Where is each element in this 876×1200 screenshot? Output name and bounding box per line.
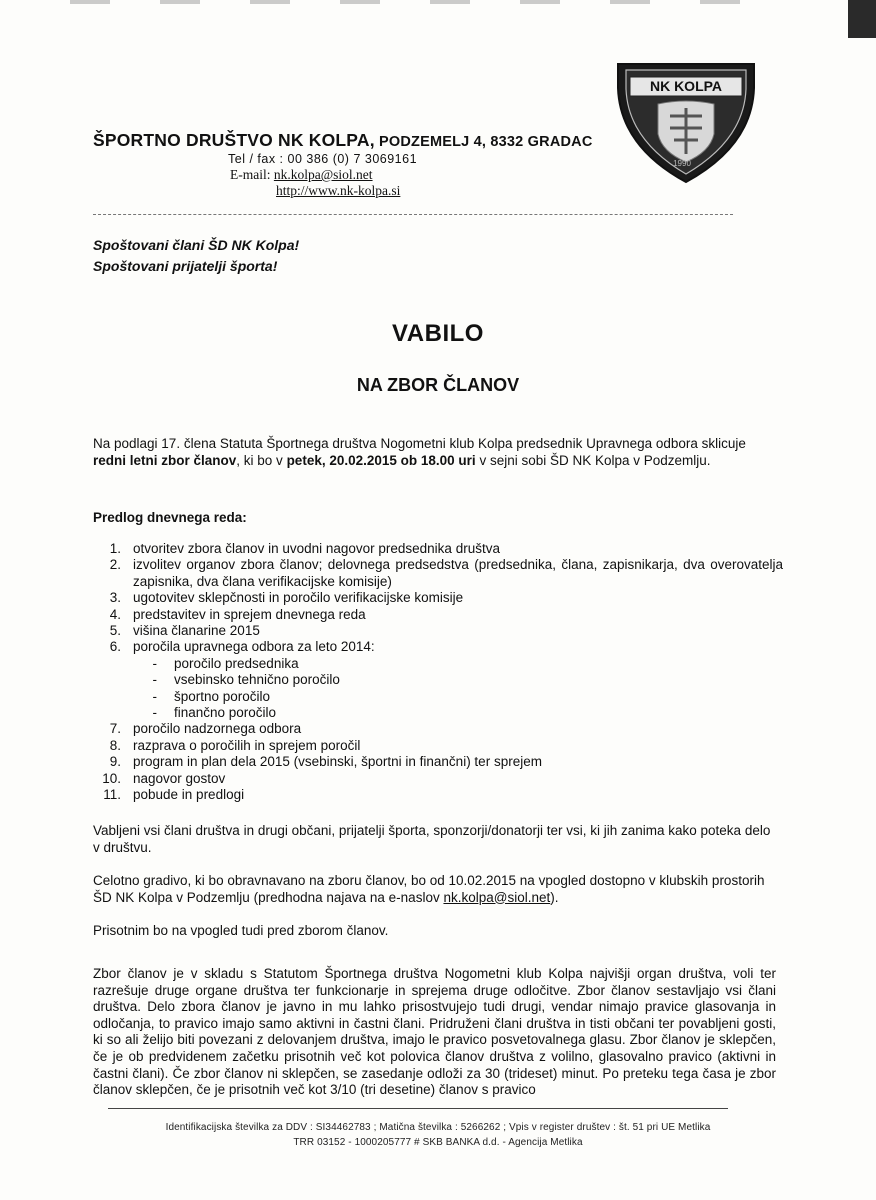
letterhead-email — [230, 167, 373, 183]
bullet-dash: - — [152, 705, 157, 721]
assembly-rules-paragraph: Zbor članov je v skladu s Statutom Športnega društva Nogometni klub Kolpa najvišji organ društva, voli ter razrešuje druge organe društva ter funkcionarje in sprejema druge odločitve. Zbor članov sestavljajo vsi člani društva. Delo zbora članov je javno in mu lahko prisostvujejo tudi drugi, vendar nimajo pravice glasovanja in odločanja, to pravico imajo samo aktivni in častni člani. Pridruženi člani društva in tisti občani ter povabljeni gosti, ki so ali želijo biti povezani z delovanjem društva, imajo le pravico posvetovalnega glasu. Zbor članov je sklepčen, če je ob predvidenem začetku prisotnih več kot polovica članov društva z volilno, glasovalno pravico (aktivni in častni člani). Če zbor članov ni sklepčen, se zasedanje odloži za 30 (trideset) minut. Po preteku tega časa je zbor članov sklepčen, če je prisotnih več kot 3/10 (tri desetine) članov s pravico — [93, 966, 776, 1098]
agenda-item-number: 7. — [109, 721, 121, 737]
agenda-item-text: otvoritev zbora članov in uvodni nagovor predsednika društva — [133, 541, 500, 556]
agenda-heading: Predlog dnevnega reda: — [93, 510, 247, 525]
intro-paragraph — [93, 436, 776, 469]
agenda-item — [93, 787, 783, 803]
email-link[interactable]: nk.kolpa@siol.net — [273, 167, 373, 182]
document-title: VABILO — [392, 320, 484, 347]
agenda-item-text: pobude in predlogi — [133, 787, 245, 803]
agenda-item-number: 1. — [109, 541, 121, 556]
agenda-item — [93, 541, 783, 557]
agenda-item — [93, 721, 783, 737]
agenda-item-text: poročilo nadzornega odbora — [133, 721, 302, 737]
header-divider — [93, 214, 733, 215]
footer-bank-line: TRR 03152 - 1000205777 # SKB BANKA d.d. - Agencija Metlika — [293, 1137, 583, 1148]
agenda-item-text: izvolitev organov zbora članov; delovnega predsedstva (predsednika, člana, zapisnikarja, dva overovatelja zapisnika, dva člana verifikacijske komisije) — [133, 557, 783, 589]
agenda-item-text: poročila upravnega odbora za leto 2014: — [133, 639, 375, 655]
org-name: ŠPORTNO DRUŠTVO NK KOLPA, — [93, 130, 375, 150]
agenda-item — [93, 639, 783, 655]
agenda-item-number: 9. — [109, 754, 121, 770]
footer-divider — [108, 1108, 728, 1109]
agenda-item — [93, 738, 783, 754]
intro-text-2: , ki bo v — [236, 452, 287, 468]
agenda-item-text: razprava o poročilih in sprejem poročil — [133, 737, 361, 753]
agenda-subitem-text: športno poročilo — [174, 688, 271, 704]
materials-text: Celotno gradivo, ki bo obravnavano na zboru članov, bo od 10.02.2015 na vpogled dostopno v klubskih prostorih ŠD NK Kolpa v Podzemlju (predhodna najava na e-naslov — [93, 873, 765, 905]
agenda-item-number: 5. — [109, 623, 121, 639]
agenda-item-number: 3. — [109, 590, 121, 606]
agenda-item-text: višina članarine 2015 — [133, 623, 260, 639]
invitation-paragraph: Vabljeni vsi člani društva in drugi občani, prijatelji športa, sponzorji/donatorji ter vsi, ki jih zanima kako poteka delo v društvu. — [93, 823, 771, 855]
agenda-item — [93, 623, 783, 639]
intro-bold-event: redni letni zbor članov — [93, 452, 237, 468]
document-subtitle: NA ZBOR ČLANOV — [356, 375, 520, 395]
agenda-item — [93, 557, 783, 590]
attendees-paragraph: Prisotnim bo na vpogled tudi pred zborom članov. — [93, 923, 389, 938]
logo-year: 1990 — [673, 159, 691, 168]
agenda-item-number: 8. — [109, 737, 121, 753]
scan-top-artifact — [70, 0, 770, 4]
club-crest-logo — [612, 58, 760, 186]
bullet-dash: - — [152, 655, 157, 671]
org-address: PODZEMELJ 4, 8332 GRADAC — [374, 134, 593, 150]
bullet-dash: - — [152, 672, 157, 688]
agenda-item — [93, 590, 783, 606]
agenda-subitem — [93, 689, 783, 705]
agenda-item-number: 6. — [109, 639, 121, 655]
intro-text-3: v sejni sobi ŠD NK Kolpa v Podzemlju. — [475, 452, 711, 468]
agenda-item — [93, 607, 783, 623]
bullet-dash: - — [152, 688, 157, 704]
agenda-item-text: predstavitev in sprejem dnevnega reda — [133, 606, 366, 622]
intro-bold-date: petek, 20.02.2015 ob 18.00 uri — [286, 452, 476, 468]
agenda-item — [93, 771, 783, 787]
materials-email-link[interactable]: nk.kolpa@siol.net — [443, 889, 551, 905]
agenda-subitem-text: poročilo predsednika — [174, 655, 299, 671]
agenda-subitem — [93, 656, 783, 672]
agenda-subitem-text: vsebinsko tehnično poročilo — [174, 672, 340, 688]
greeting-members: Spoštovani člani ŠD NK Kolpa! — [93, 237, 300, 253]
agenda-item-text: nagovor gostov — [133, 770, 226, 786]
footer-registration-line: Identifikacijska številka za DDV : SI34462783 ; Matična številka : 5266262 ; Vpis v register društev : št. 51 pri UE Metlika — [165, 1122, 711, 1133]
agenda-item-number: 10. — [102, 770, 121, 786]
email-label: E-mail: — [230, 167, 274, 182]
scan-edge-mark — [848, 0, 876, 38]
materials-paragraph — [93, 873, 776, 906]
agenda-item-text: program in plan dela 2015 (vsebinski, športni in finančni) ter sprejem — [133, 754, 542, 770]
agenda-subitem — [93, 705, 783, 721]
agenda-item-text: ugotovitev sklepčnosti in poročilo verifikacijske komisije — [133, 590, 464, 606]
letterhead-tel: Tel / fax : 00 386 (0) 7 3069161 — [228, 152, 418, 166]
greeting-friends: Spoštovani prijatelji športa! — [93, 258, 278, 274]
agenda-subitem — [93, 672, 783, 688]
agenda-item-number: 2. — [109, 557, 121, 573]
letterhead-website-link[interactable]: http://www.nk-kolpa.si — [276, 183, 401, 198]
agenda-list — [93, 541, 783, 804]
agenda-item-number: 4. — [109, 606, 121, 622]
agenda-item-number: 11. — [103, 787, 121, 803]
materials-text-end: ). — [550, 889, 559, 905]
logo-text: NK KOLPA — [649, 78, 723, 94]
letterhead-org-name — [93, 130, 593, 151]
agenda-item — [93, 754, 783, 770]
intro-text-1: Na podlagi 17. člena Statuta Športnega društva Nogometni klub Kolpa predsednik Upravnega odbora sklicuje — [93, 436, 746, 451]
agenda-subitem-text: finančno poročilo — [174, 705, 277, 721]
